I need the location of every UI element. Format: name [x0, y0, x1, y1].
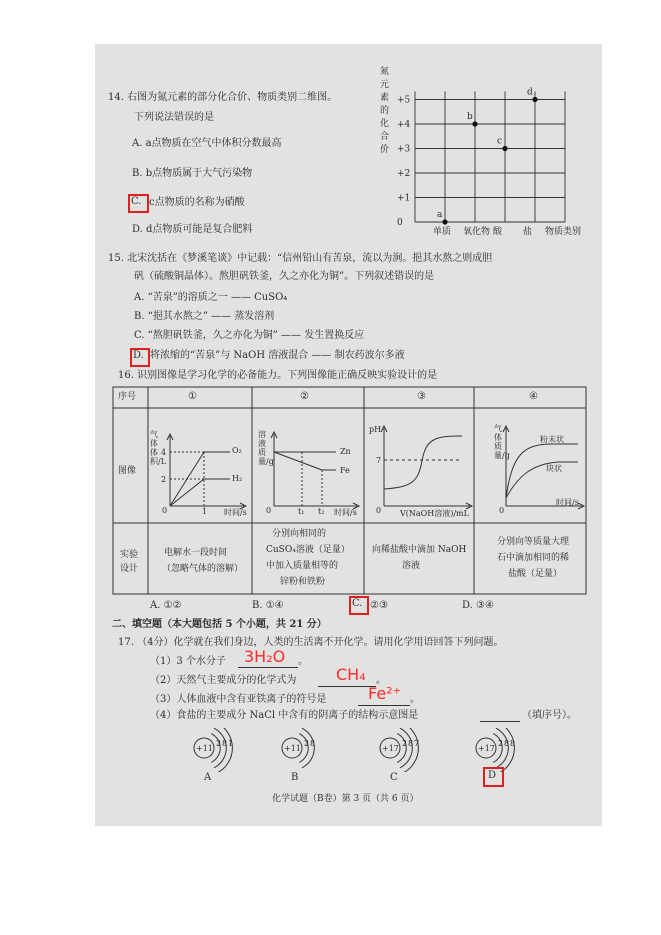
q16-row-design-label: 实验设计 [120, 550, 139, 574]
q16-header-label: 序号 [118, 392, 137, 402]
x-tick-label: 盐 [523, 227, 533, 237]
svg-text:2: 2 [498, 739, 504, 748]
design-4-line2: 石中滴加相同的稀 [497, 553, 570, 563]
y-tick-label: +3 [397, 144, 411, 155]
point-label-d: d [527, 87, 533, 98]
g3-zero: 0 [376, 506, 382, 515]
section2-title: 二、填空题（本大题包括 5 个小题，共 21 分） [112, 619, 327, 630]
g1-zero: 0 [162, 506, 168, 515]
svg-text:8: 8 [310, 739, 316, 748]
atom-diagram-A [194, 728, 233, 772]
svg-text:2: 2 [304, 739, 310, 748]
atom-label-a: A [204, 772, 212, 783]
g3-ylabel: pH [369, 425, 382, 434]
q17-end4: （填序号）。 [522, 710, 577, 721]
g2-zero: 0 [266, 506, 272, 515]
svg-text:合: 合 [380, 132, 390, 142]
y-tick-label: +1 [397, 193, 411, 204]
g4-zero: 0 [499, 506, 505, 515]
q15-option-d: 将浓缩的“苦泉”与 NaOH 溶液混合 —— 制农药波尔多液 [150, 350, 405, 361]
svg-text:+17: +17 [382, 744, 399, 753]
design-1-line2: （忽略气体的溶解） [162, 564, 244, 574]
g1-tick-x1: 1 [202, 507, 208, 516]
q17-item1: （1）3 个水分子 [150, 656, 226, 667]
atom-label-b: B [291, 772, 299, 783]
q14-option-d: D. d点物质可能是复合肥料 [132, 224, 253, 235]
g1-ylabel: 气体体积/L [150, 430, 167, 466]
q15-option-c: C. “熬胆矾铁釜，久之亦化为铜” —— 发生置换反应 [134, 330, 365, 341]
svg-text:+11: +11 [284, 744, 301, 753]
svg-text:的: 的 [380, 106, 390, 116]
q17-answer3: Fe²⁺ [368, 684, 402, 703]
design-2-line3: 中加入质量相等的 [266, 561, 339, 571]
q14-stem2: 下列说法错误的是 [134, 112, 214, 123]
q16-header-3: ③ [417, 391, 426, 402]
g3-xlabel: V(NaOH溶液)/mL [400, 509, 469, 518]
design-2-line4: 锌粉和铁粉 [280, 577, 326, 587]
q14-stem: 14. 右图为氮元素的部分化合价、物质类别二维图。 [108, 92, 338, 103]
design-4-line1: 分别向等质量大理 [497, 537, 570, 547]
q15-option-b: B. “挹其水熬之” —— 蒸发溶剂 [134, 311, 275, 322]
svg-text:氮: 氮 [380, 67, 390, 77]
svg-text:1: 1 [228, 739, 234, 748]
g1-o2: O₂ [232, 446, 242, 455]
atom-label-c: C [390, 772, 398, 783]
design-2-line1: 分别向相同的 [272, 529, 327, 539]
g4-powder: 粉末状 [540, 435, 564, 444]
x-tick-label: 氧化物 [463, 227, 491, 237]
svg-text:元: 元 [380, 80, 390, 90]
q16-choice-a: A. ①② [150, 600, 182, 611]
g1-h2: H₂ [232, 474, 243, 483]
svg-text:2: 2 [402, 739, 408, 748]
g3-tick-7: 7 [376, 456, 382, 465]
svg-text:+17: +17 [478, 744, 495, 753]
y-tick-label: +4 [397, 120, 411, 130]
q16-header-1: ① [188, 391, 197, 402]
q14-option-a: A. a点物质在空气中体积分数最高 [132, 138, 282, 149]
q14-chart-ylabel [380, 65, 389, 155]
svg-text:+11: +11 [196, 744, 213, 753]
q17-item4: （4）食盐的主要成分 NaCl 中含有的阴离子的结构示意图是 [150, 710, 419, 721]
svg-text:7: 7 [414, 739, 420, 748]
x-tick-label: 酸 [493, 227, 503, 237]
q14-option-c: c点物质的名称为硝酸 [149, 197, 245, 208]
point-b [472, 121, 477, 126]
q17-end3: 。 [410, 694, 420, 705]
q17-answer1: 3H₂O [244, 647, 286, 666]
q16-choice-c: ②③ [370, 600, 388, 611]
svg-text:8: 8 [504, 739, 510, 748]
point-label-a: a [437, 210, 443, 220]
q16-row-image-label: 图像 [118, 466, 137, 476]
page-footer: 化学试题（B卷）第 3 页（共 6 页） [272, 794, 419, 804]
svg-text:8: 8 [408, 739, 414, 748]
design-2-line2: CuSO₄溶液（足量） [266, 545, 350, 555]
svg-text:2: 2 [216, 739, 222, 748]
design-3-line2: 溶液 [402, 561, 421, 571]
atom-diagram-D [476, 728, 515, 772]
svg-text:素: 素 [380, 93, 390, 103]
q16-mark-label: C. [352, 598, 363, 609]
q16-choice-d: D. ③④ [462, 600, 494, 611]
q15-stem2: 矾（硫酸铜晶体）。熬胆矾铁釜，久之亦化为铜”。下列叙述错误的是 [134, 271, 435, 282]
g1-tick-4: 4 [161, 448, 167, 457]
atom-diagram-B [282, 728, 315, 768]
q14-option-b: B. b点物质属于大气污染物 [132, 168, 253, 179]
g1-xlabel: 时间/s [224, 508, 247, 517]
y-tick-label: +2 [397, 169, 411, 179]
g2-fe: Fe [340, 466, 350, 475]
q14-chart [370, 64, 600, 240]
graph-3 [381, 426, 472, 509]
point-d [532, 97, 537, 102]
svg-text:8: 8 [222, 739, 228, 748]
x-tick-label: 单质 [433, 227, 452, 237]
point-label-c: c [497, 136, 503, 147]
q17-blank4 [480, 721, 520, 722]
q16-header-4: ④ [529, 391, 538, 402]
g2-xlabel: 时间/s [334, 508, 357, 517]
design-4-line3: 盐酸（足量） [508, 569, 563, 579]
q16-header-2: ② [300, 391, 309, 402]
q17-item3: （3）人体血液中含有亚铁离子的符号是 [150, 694, 327, 705]
y-tick-label: +5 [397, 95, 411, 106]
q16-stem: 16. 识别图像是学习化学的必备能力。下列图像能正确反映实验设计的是 [118, 370, 438, 381]
q17-answer2: CH₄ [336, 665, 366, 684]
point-c [502, 146, 507, 151]
g2-t2: t₂ [318, 507, 325, 516]
q16-choice-b: B. ①④ [252, 600, 284, 611]
design-3-line1: 向稀盐酸中滴加 NaOH [372, 545, 467, 555]
q17-end2: 。 [376, 675, 386, 686]
design-1-line1: 电解水一段时间 [164, 548, 228, 558]
svg-text:价: 价 [380, 145, 390, 155]
svg-text:8: 8 [510, 739, 516, 748]
g4-xlabel: 时间/s [556, 498, 579, 507]
x-axis-label: 物质类别 [545, 227, 582, 237]
q15-mark-label: D. [133, 350, 144, 361]
g2-zn: Zn [340, 447, 351, 456]
point-label-b: b [467, 112, 473, 122]
g4-block: 块状 [546, 464, 562, 473]
g2-ylabel: 溶液质量/g [258, 430, 274, 466]
g1-tick-2: 2 [161, 475, 167, 484]
atom-label-d: D [488, 770, 497, 781]
q15-option-a: A. “苦泉”的溶质之一 —— CuSO₄ [134, 292, 288, 303]
svg-text:化: 化 [380, 119, 390, 129]
point-a [442, 219, 447, 224]
g2-t1: t₁ [298, 507, 305, 516]
q17-blank3 [358, 705, 410, 706]
atom-diagrams [180, 728, 520, 772]
q17-end1: 。 [298, 656, 308, 667]
y-tick-label: 0 [397, 218, 403, 228]
q15-stem: 15. 北宋沈括在《梦溪笔谈》中记载：“信州铅山有苦泉，流以为涧。挹其水熬之则成胆 [108, 253, 493, 264]
q17-item2: （2）天然气主要成分的化学式为 [150, 675, 297, 686]
atom-diagram-C [380, 728, 419, 772]
q17-stem: 17. （4分）化学就在我们身边，人类的生活离不开化学。请用化学用语回答下列问题。 [118, 637, 504, 648]
q17-blank1 [238, 667, 298, 668]
g4-ylabel: 气体质量/g [494, 424, 510, 460]
q14-mark-label: C. [131, 196, 142, 207]
